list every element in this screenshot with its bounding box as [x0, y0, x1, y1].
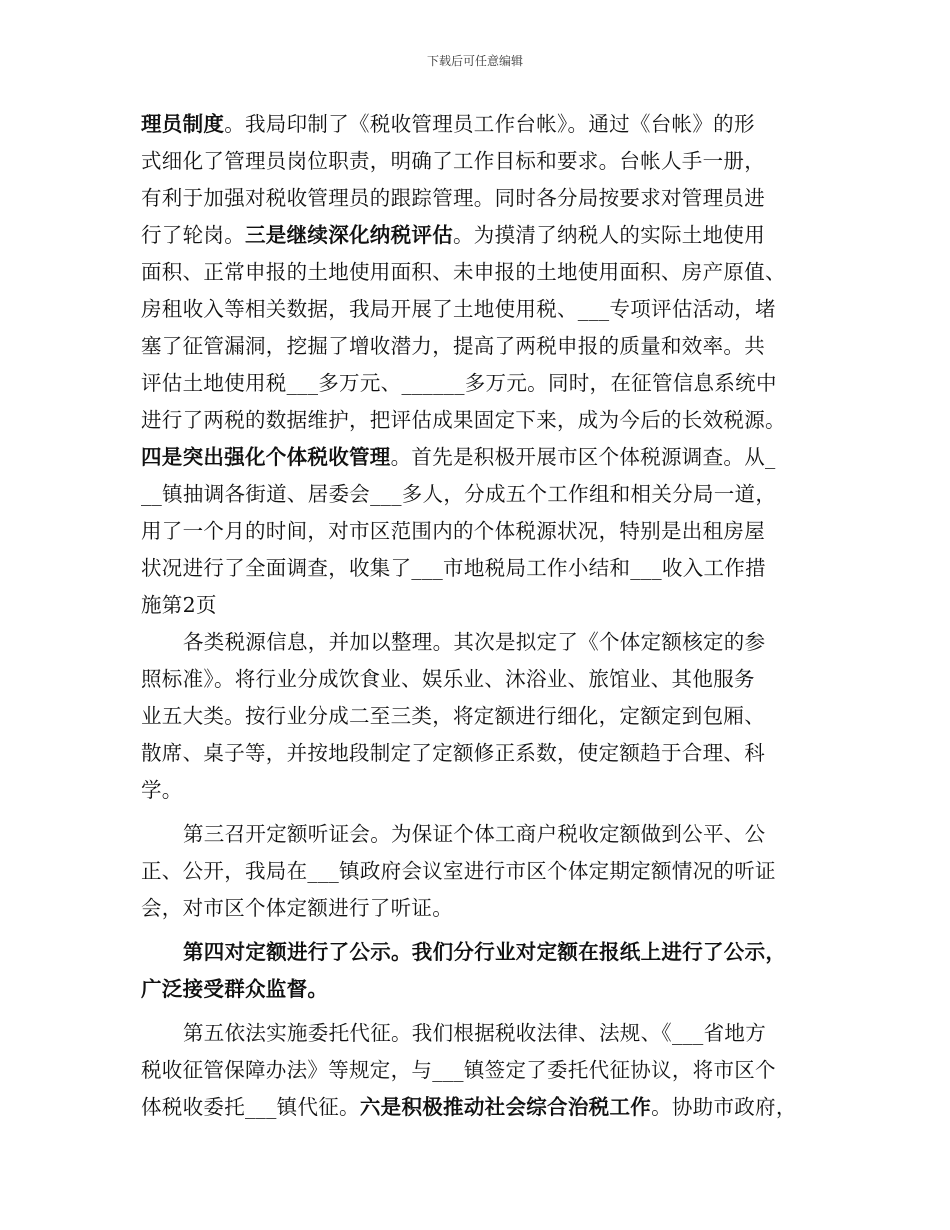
text-line [141, 1089, 821, 1126]
bold-heading: 理员制度 [141, 112, 225, 136]
text-line: 有利于加强对税收管理员的跟踪管理。同时各分局按要求对管理员进 [141, 186, 765, 210]
text-run: 行了轮岗。 [141, 223, 245, 247]
bold-text-line: 广泛接受群众监督。 [141, 977, 329, 1001]
text-line: 税收征管保障办法》等规定，与___镇签定了委托代征协议，将市区个 [141, 1058, 776, 1082]
text-line: 正、公开，我局在___镇政府会议室进行市区个体定期定额情况的听证 [141, 859, 776, 883]
text-run: 。为摸清了纳税人的实际土地使用 [453, 223, 765, 247]
text-line [141, 106, 821, 143]
text-line: 学。 [141, 778, 183, 802]
text-line: 房租收入等相关数据，我局开展了土地使用税、___专项评估活动，堵 [141, 297, 776, 321]
paragraph-start: 第三召开定额听证会。为保证个体工商户税收定额做到公平、公 [183, 822, 766, 846]
text-line: 散席、桌子等，并按地段制定了定额修正系数，使定额趋于合理、科 [141, 741, 765, 765]
page-header: 下载后可任意编辑 [426, 54, 523, 68]
text-line: 式细化了管理员岗位职责，明确了工作目标和要求。台帐人手一册， [141, 149, 765, 173]
text-line: 评估土地使用税___多万元、______多万元。同时，在征管信息系统中 [141, 371, 777, 395]
text-line: 照标准》。将行业分成饮食业、娱乐业、沐浴业、旅馆业、其他服务 [141, 667, 755, 691]
text-line: 业五大类。按行业分成二至三类，将定额进行细化，定额定到包厢、 [141, 704, 765, 728]
text-line: 会，对市区个体定额进行了听证。 [141, 896, 453, 920]
paragraph-start: 各类税源信息，并加以整理。其次是拟定了《个体定额核定的参 [183, 630, 766, 654]
bold-heading: 六是积极推动社会综合治税工作 [359, 1095, 652, 1119]
text-run: 体税收委托___镇代征。 [141, 1095, 360, 1119]
text-run: 。我局印制了《税收管理员工作台帐》。通过《台帐》的形 [224, 112, 755, 136]
bold-paragraph-start: 第四对定额进行了公示。我们分行业对定额在报纸上进行了公示， [183, 940, 787, 964]
text-line: 状况进行了全面调查，收集了___市地税局工作小结和___收入工作措 [141, 556, 766, 580]
text-line [141, 439, 821, 476]
text-line: 面积、正常申报的土地使用面积、未申报的土地使用面积、房产原值、 [141, 260, 786, 284]
bold-heading: 四是突出强化个体税收管理 [141, 445, 391, 469]
bold-heading: 三是继续深化纳税评估 [245, 223, 453, 247]
text-run: 。协助市政府， [651, 1095, 797, 1119]
text-line [141, 217, 821, 254]
text-run: 。首先是积极开展市区个体税源调查。从_ [390, 445, 776, 469]
text-line: __镇抽调各街道、居委会___多人，分成五个工作组和相关分局一道， [141, 482, 777, 506]
text-line: 塞了征管漏洞，挖掘了增收潜力，提高了两税申报的质量和效率。共 [141, 334, 765, 358]
text-line: 进行了两税的数据维护，把评估成果固定下来，成为今后的长效税源。 [141, 408, 786, 432]
text-line: 用了一个月的时间，对市区范围内的个体税源状况，特别是出租房屋 [141, 519, 765, 543]
page-marker-line: 施第2页 [141, 593, 217, 617]
paragraph-start: 第五依法实施委托代征。我们根据税收法律、法规、《___省地方 [183, 1021, 766, 1045]
document-body [141, 106, 821, 1126]
